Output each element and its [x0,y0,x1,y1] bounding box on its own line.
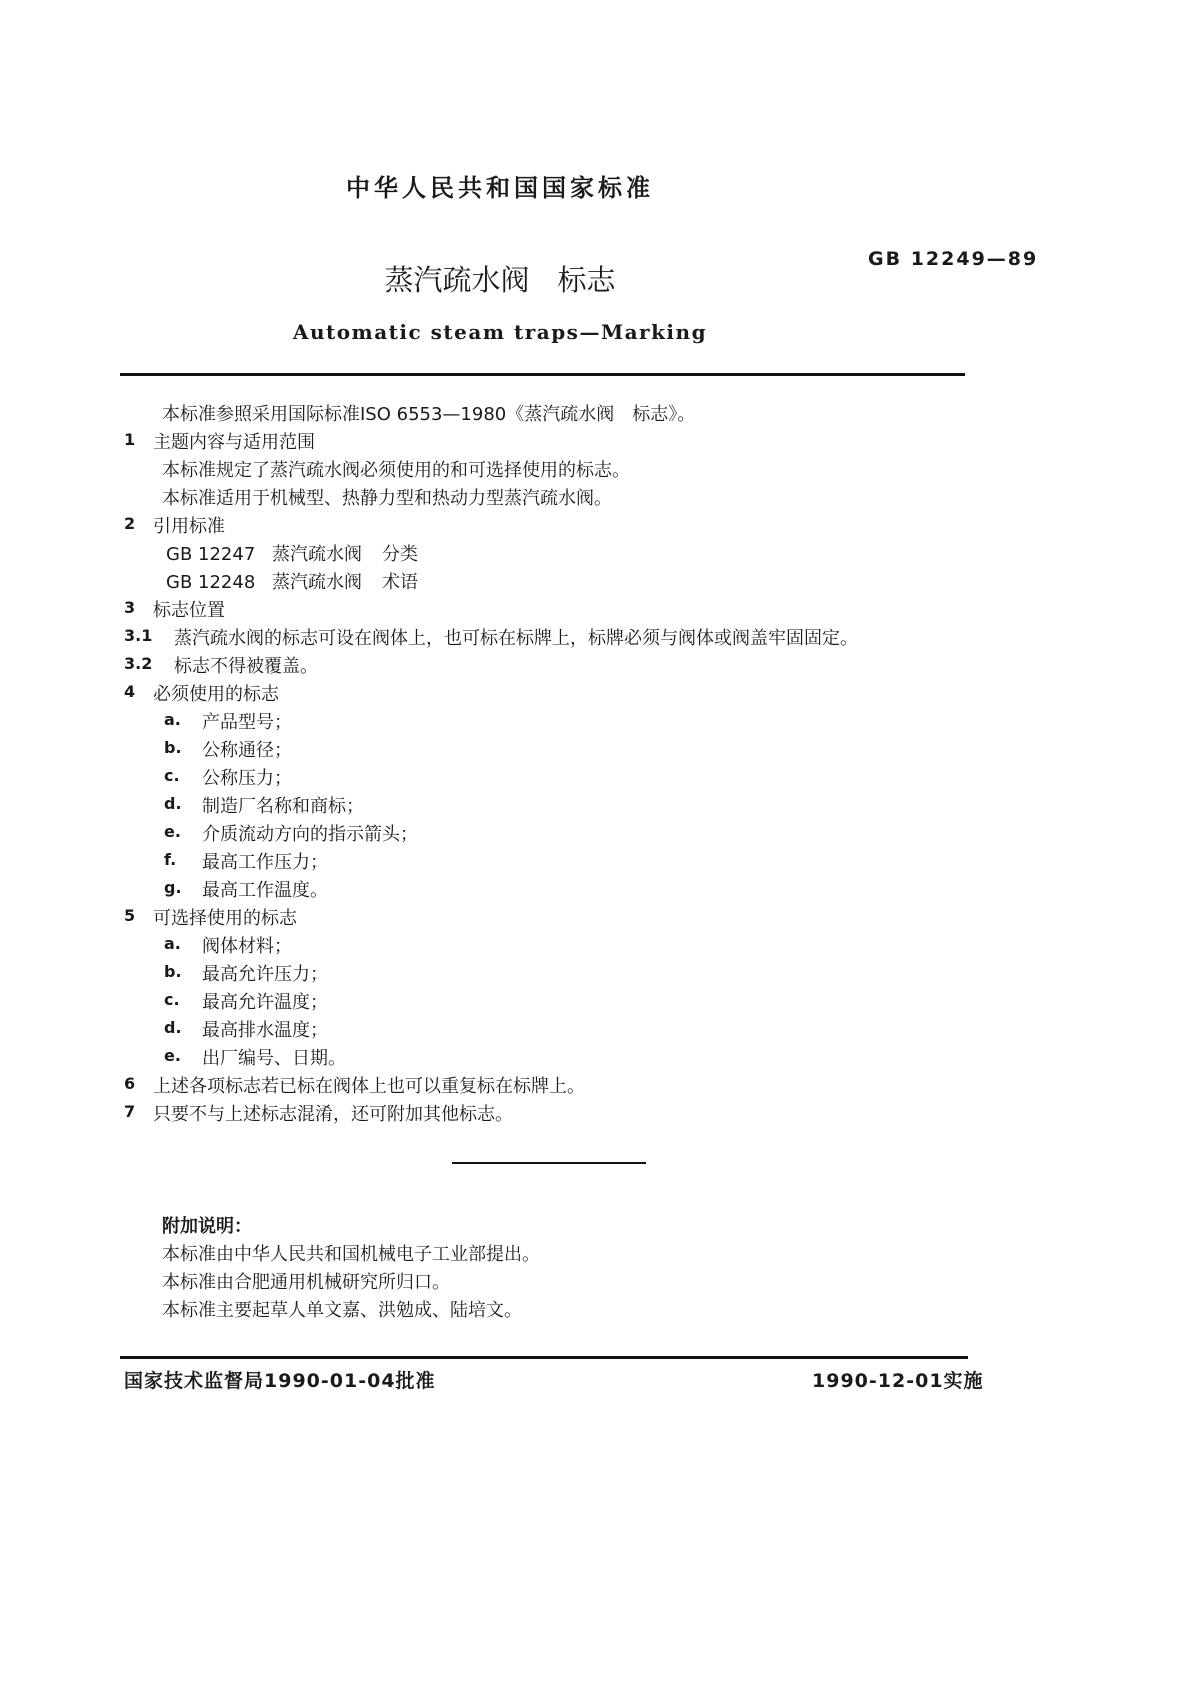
list-item-letter: a. [164,710,181,729]
standard-number: GB 12249—89 [868,248,1039,270]
reference-name: 蒸汽疏水阀 [272,544,362,565]
reference-part: 分类 [382,544,418,565]
section-7-number: 7 [124,1102,136,1121]
section-3-2-text: 标志不得被覆盖。 [174,656,318,677]
section-7-text: 只要不与上述标志混淆，还可附加其他标志。 [153,1104,513,1125]
section-2-number: 2 [124,514,136,533]
list-item-letter: b. [164,962,182,981]
list-item-letter: e. [164,1046,181,1065]
list-item: 最高工作温度。 [202,880,328,901]
section-5-title: 可选择使用的标志 [153,908,297,929]
section-1-paragraph-2: 本标准适用于机械型、热静力型和热动力型蒸汽疏水阀。 [162,488,612,509]
intro-paragraph: 本标准参照采用国际标准ISO 6553—1980《蒸汽疏水阀 标志》。 [162,404,696,425]
header-divider [120,373,965,376]
list-item: 产品型号； [202,712,292,733]
section-3-number: 3 [124,598,136,617]
section-2-title: 引用标准 [153,516,225,537]
list-item-letter: g. [164,878,182,897]
list-item: 最高允许压力； [202,964,328,985]
footer-divider [120,1356,968,1359]
list-item-letter: a. [164,934,181,953]
list-item: 最高排水温度； [202,1020,328,1041]
notes-line: 本标准由合肥通用机械研究所归口。 [162,1272,450,1293]
section-1-number: 1 [124,430,136,449]
list-item: 介质流动方向的指示箭头； [202,824,418,845]
list-item-letter: f. [164,850,177,869]
reference-part: 术语 [382,572,418,593]
list-item-letter: c. [164,766,180,785]
section-3-1-number: 3.1 [124,626,153,645]
section-6-number: 6 [124,1074,136,1093]
list-item: 最高工作压力； [202,852,328,873]
notes-line: 本标准主要起草人单文嘉、洪勉成、陆培文。 [162,1300,522,1321]
list-item: 公称通径； [202,740,292,761]
section-1-title: 主题内容与适用范围 [153,432,315,453]
list-item: 阀体材料； [202,936,292,957]
list-item-letter: e. [164,822,181,841]
document-title-en: Automatic steam traps—Marking [292,320,708,344]
section-3-title: 标志位置 [153,600,225,621]
list-item-letter: d. [164,1018,182,1037]
section-4-title: 必须使用的标志 [153,684,279,705]
title-cn-sub: 标志 [557,263,616,297]
list-item: 制造厂名称和商标； [202,796,364,817]
reference-row [166,540,418,566]
reference-name: 蒸汽疏水阀 [272,572,362,593]
list-item: 出厂编号、日期。 [202,1048,346,1069]
list-item: 公称压力； [202,768,292,789]
list-item-letter: c. [164,990,180,1009]
section-3-1-text: 蒸汽疏水阀的标志可设在阀体上，也可标在标牌上，标牌必须与阀体或阀盖牢固固定。 [174,628,858,649]
reference-code: GB 12247 [166,544,256,565]
section-4-number: 4 [124,682,136,701]
title-cn-main: 蒸汽疏水阀 [384,263,530,297]
end-of-text-divider [452,1162,646,1164]
section-6-text: 上述各项标志若已标在阀体上也可以重复标在标牌上。 [153,1076,585,1097]
notes-heading: 附加说明： [162,1216,252,1237]
national-standard-heading: 中华人民共和国国家标准 [346,174,654,202]
approval-date: 国家技术监督局1990-01-04批准 [124,1370,436,1392]
list-item-letter: b. [164,738,182,757]
reference-row [166,568,418,594]
section-5-number: 5 [124,906,136,925]
section-3-2-number: 3.2 [124,654,153,673]
reference-code: GB 12248 [166,572,256,593]
section-1-paragraph-1: 本标准规定了蒸汽疏水阀必须使用的和可选择使用的标志。 [162,460,630,481]
list-item: 最高允许温度； [202,992,328,1013]
list-item-letter: d. [164,794,182,813]
document-title-cn [0,258,1000,299]
effective-date: 1990-12-01实施 [812,1370,984,1392]
notes-line: 本标准由中华人民共和国机械电子工业部提出。 [162,1244,540,1265]
